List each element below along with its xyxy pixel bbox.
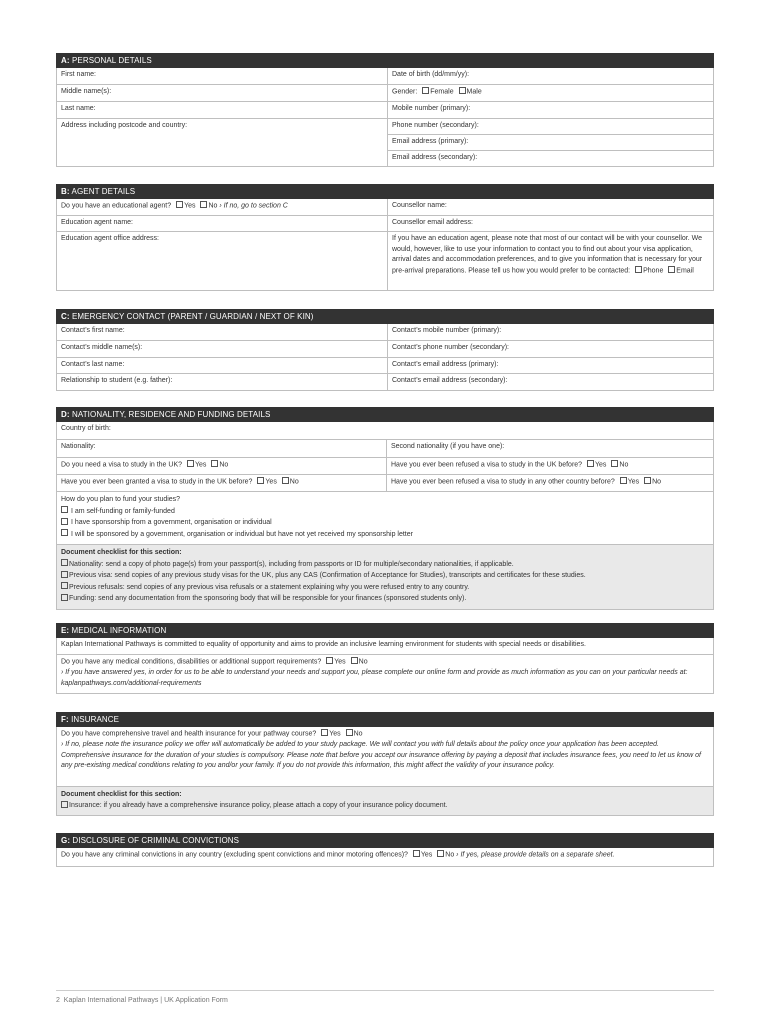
email-primary-field[interactable] xyxy=(388,135,713,151)
section-a-personal-details xyxy=(56,53,714,167)
checklist-item xyxy=(61,593,709,605)
section-letter: E: xyxy=(61,626,70,635)
checkbox-label: No xyxy=(445,851,455,859)
first-name-field[interactable] xyxy=(57,68,387,85)
page-footer xyxy=(56,990,714,1004)
section-title: PERSONAL DETAILS xyxy=(69,56,152,65)
medical-no-checkbox[interactable] xyxy=(351,657,358,664)
checklist-text: Previous refusals: send copies of any previous visa refusals or a statement explaining why you were refused entry to any country. xyxy=(69,583,470,591)
contact-email-secondary-field[interactable] xyxy=(388,374,713,390)
field-label: Contact’s email address (primary): xyxy=(392,361,499,368)
address-field[interactable] xyxy=(57,119,387,166)
checkbox-label: Yes xyxy=(595,461,607,469)
second-nationality-field[interactable] xyxy=(387,440,713,457)
checkbox-label: Female xyxy=(430,88,454,96)
checkbox-label: No xyxy=(219,461,229,469)
field-label: Contact’s email address (secondary): xyxy=(392,377,508,384)
medical-question xyxy=(57,655,713,693)
skip-note: › If no, go to section C xyxy=(217,202,288,210)
section-g-header xyxy=(56,833,714,848)
section-title: AGENT DETAILS xyxy=(69,187,136,196)
field-label: Date of birth (dd/mm/yy): xyxy=(392,71,470,78)
field-label: Relationship to student (e.g. father): xyxy=(61,377,173,384)
question-label: Do you have any criminal convictions in any country (excluding spent convictions and minor motoring offences)? xyxy=(61,851,408,859)
field-label: Country of birth: xyxy=(61,425,111,432)
field-label: Education agent office address: xyxy=(61,235,159,242)
section-letter: C: xyxy=(61,312,70,321)
checklist-text: Funding: send any documentation from the sponsoring body that will be responsible for your finances (sponsored students only). xyxy=(69,595,467,602)
checklist-checkbox[interactable] xyxy=(61,594,68,601)
question-label: Do you have an educational agent? xyxy=(61,202,172,210)
funding-question xyxy=(57,492,713,544)
field-label: Contact’s last name: xyxy=(61,361,125,368)
checklist-item xyxy=(61,570,709,582)
checkbox-label: I have sponsorship from a government, organisation or individual xyxy=(70,519,272,526)
refused-uk-yes-checkbox[interactable] xyxy=(587,460,594,467)
section-title: MEDICAL INFORMATION xyxy=(69,626,167,635)
checklist-text: Insurance: if you already have a comprehensive insurance policy, please attach a copy of your insurance policy document. xyxy=(69,802,448,809)
refused-other-question xyxy=(387,475,713,491)
middle-names-field[interactable] xyxy=(57,85,387,102)
section-f-header xyxy=(56,712,714,727)
field-label: Second nationality (if you have one): xyxy=(391,443,505,450)
dob-field[interactable] xyxy=(388,68,713,85)
checklist-item xyxy=(61,800,709,811)
nationality-field[interactable] xyxy=(57,440,387,457)
field-label: Email address (secondary): xyxy=(392,154,478,161)
last-name-field[interactable] xyxy=(57,102,387,119)
question-label: Do you have comprehensive travel and health insurance for your pathway course? xyxy=(61,730,317,738)
checkbox-label: Yes xyxy=(329,730,341,738)
contact-first-name-field[interactable] xyxy=(57,324,387,341)
medical-note: › If you have answered yes, in order for us to be able to understand your needs and support you, please complete our online form and provide as much information as you can on your particular needs at: kaplanpathways.com/additional-requirements xyxy=(61,669,688,687)
checklist-checkbox[interactable] xyxy=(61,559,68,566)
checkbox-label: Male xyxy=(466,88,482,96)
agent-yes-checkbox[interactable] xyxy=(176,201,183,208)
field-label: Contact’s phone number (secondary): xyxy=(392,344,509,351)
checkbox-label: Yes xyxy=(420,851,433,859)
checkbox-label: No xyxy=(208,202,218,210)
agent-info-text: If you have an education agent, please note that most of our contact will be with your counsellor. We would, however, like to use your information to contact you to find out about your visa application, arrival dates and accommodation preferences, and to give you information that is necessary for your pre-arrival preparations. Please tell us how you would prefer to be contacted: xyxy=(392,235,703,274)
footer-text: Kaplan International Pathways | UK Application Form xyxy=(63,997,228,1004)
section-d-header xyxy=(56,407,714,422)
checklist-checkbox[interactable] xyxy=(61,571,68,578)
fund-self-checkbox[interactable] xyxy=(61,506,68,513)
agent-question xyxy=(57,199,387,216)
fund-pending-checkbox[interactable] xyxy=(61,529,68,536)
section-f-insurance xyxy=(56,712,714,816)
question-label: Have you ever been granted a visa to study in the UK before? xyxy=(61,478,253,486)
section-a-header xyxy=(56,53,714,68)
phone-secondary-field[interactable] xyxy=(388,119,713,135)
section-letter: F: xyxy=(61,715,69,724)
contact-phone-field[interactable] xyxy=(388,341,713,358)
visa-yes-checkbox[interactable] xyxy=(187,460,194,467)
agent-contact-preference xyxy=(388,232,713,290)
question-label: Do you have any medical conditions, disabilities or additional support requirements? xyxy=(61,658,322,666)
question-label: Do you need a visa to study in the UK? xyxy=(61,461,183,469)
section-e-medical xyxy=(56,623,714,694)
field-label: Middle name(s): xyxy=(61,88,112,95)
relationship-field[interactable] xyxy=(57,374,387,390)
refused-uk-question xyxy=(387,458,713,474)
checkbox-label: Yes xyxy=(184,202,196,210)
counsellor-email-field[interactable] xyxy=(388,216,713,232)
mobile-field[interactable] xyxy=(388,102,713,119)
fund-option-1 xyxy=(61,506,709,518)
checkbox-label: No xyxy=(353,730,363,738)
fund-sponsor-checkbox[interactable] xyxy=(61,518,68,525)
section-title: NATIONALITY, RESIDENCE AND FUNDING DETAILS xyxy=(69,410,271,419)
refused-other-yes-checkbox[interactable] xyxy=(620,477,627,484)
checkbox-label: Yes xyxy=(627,478,640,486)
document-checklist-f xyxy=(57,787,713,815)
page-number: 2 xyxy=(56,997,60,1004)
criminal-question xyxy=(57,848,713,866)
checklist-item xyxy=(61,559,709,571)
field-label: Gender: xyxy=(392,88,418,96)
contact-phone-checkbox[interactable] xyxy=(635,266,642,273)
section-title: INSURANCE xyxy=(68,715,120,724)
section-c-emergency-contact xyxy=(56,309,714,391)
checkbox-label: No xyxy=(358,658,368,666)
section-letter: A: xyxy=(61,56,70,65)
question-label: Have you ever been refused a visa to study in the UK before? xyxy=(391,461,583,469)
agent-name-field[interactable] xyxy=(57,216,387,232)
section-letter: B: xyxy=(61,187,70,196)
section-g-criminal xyxy=(56,833,714,867)
fund-option-3 xyxy=(61,529,709,541)
section-c-header xyxy=(56,309,714,324)
checklist-title: Document checklist for this section: xyxy=(61,791,182,798)
email-secondary-field[interactable] xyxy=(388,151,713,166)
country-of-birth-field[interactable] xyxy=(57,422,713,439)
checklist-checkbox[interactable] xyxy=(61,582,68,589)
field-label: Address including postcode and country: xyxy=(61,122,188,129)
field-label: Contact’s mobile number (primary): xyxy=(392,327,502,334)
checklist-text: Previous visa: send copies of any previous study visas for the UK, plus any CAS (Confirmation of Acceptance for Studies), transcripts and certificates for these studies. xyxy=(69,572,586,579)
section-letter: D: xyxy=(61,410,70,419)
section-d-nationality xyxy=(56,407,714,610)
refused-uk-no-checkbox[interactable] xyxy=(611,460,618,467)
insurance-no-checkbox[interactable] xyxy=(346,729,353,736)
contact-last-name-field[interactable] xyxy=(57,358,387,374)
checkbox-label: Yes xyxy=(194,461,207,469)
granted-uk-question xyxy=(57,475,387,491)
field-label: Counsellor email address: xyxy=(392,219,473,226)
section-b-header xyxy=(56,184,714,199)
male-checkbox[interactable] xyxy=(459,87,466,94)
checkbox-label: Yes xyxy=(265,478,277,486)
field-label: Education agent name: xyxy=(61,219,133,226)
field-label: Nationality: xyxy=(61,443,96,450)
agent-no-checkbox[interactable] xyxy=(200,201,207,208)
checkbox-label: No xyxy=(652,478,662,486)
visa-needed-question xyxy=(57,458,387,474)
checkbox-label: No xyxy=(289,478,299,486)
question-label: How do you plan to fund your studies? xyxy=(61,496,181,503)
statement-text: Kaplan International Pathways is committed to equality of opportunity and aims to provide an inclusive learning environment for students with special needs or disabilities. xyxy=(61,641,586,648)
counsellor-name-field[interactable] xyxy=(388,199,713,216)
contact-email-checkbox[interactable] xyxy=(668,266,675,273)
refused-other-no-checkbox[interactable] xyxy=(644,477,651,484)
checklist-text: Nationality: send a copy of photo page(s) from your passport(s), including from passports or ID for multiple/secondary nationalities, if applicable. xyxy=(69,560,514,568)
granted-no-checkbox[interactable] xyxy=(282,477,289,484)
field-label: Last name: xyxy=(61,105,96,112)
field-label: Contact’s first name: xyxy=(61,327,125,334)
contact-email-primary-field[interactable] xyxy=(388,358,713,374)
field-label: First name: xyxy=(61,71,97,78)
checkbox-label: No xyxy=(619,461,629,469)
section-title: DISCLOSURE OF CRIMINAL CONVICTIONS xyxy=(70,836,240,845)
fund-option-2 xyxy=(61,517,709,529)
checkbox-label: I am self-funding or family-funded xyxy=(70,507,175,515)
checklist-item xyxy=(61,582,709,594)
granted-yes-checkbox[interactable] xyxy=(257,477,264,484)
section-b-agent-details xyxy=(56,184,714,291)
checkbox-label: Email xyxy=(676,267,694,274)
insurance-yes-checkbox[interactable] xyxy=(321,729,328,736)
checkbox-label: Yes xyxy=(334,658,346,666)
medical-statement xyxy=(57,638,713,654)
section-e-header xyxy=(56,623,714,638)
checklist-checkbox[interactable] xyxy=(61,801,68,808)
field-label: Mobile number (primary): xyxy=(392,105,471,112)
contact-middle-names-field[interactable] xyxy=(57,341,387,358)
field-label: Phone number (secondary): xyxy=(392,122,479,129)
insurance-question xyxy=(57,727,713,786)
document-checklist-d xyxy=(57,545,713,609)
section-letter: G: xyxy=(61,836,71,845)
insurance-note: › If no, please note the insurance policy we offer will automatically be added to your study package. We will contact you with full details about the policy once your application has been accepted. Comprehensive insurance for the duration of your studies is compulsory. Please note that before you accept our insurance offering by paying a deposit that includes insurance fees, you need to let us know of any pre-existing medical conditions relating to you and/or your family. If you do not provide this information, this might affect the validity of your insurance policy. xyxy=(61,741,701,769)
field-label: Contact’s middle name(s): xyxy=(61,344,143,351)
question-label: Have you ever been refused a visa to study in any other country before? xyxy=(391,478,615,486)
field-label: Email address (primary): xyxy=(392,138,469,145)
agent-address-field[interactable] xyxy=(57,232,387,290)
visa-no-checkbox[interactable] xyxy=(211,460,218,467)
field-label: Counsellor name: xyxy=(392,202,447,209)
female-checkbox[interactable] xyxy=(422,87,429,94)
criminal-yes-checkbox[interactable] xyxy=(413,850,420,857)
medical-yes-checkbox[interactable] xyxy=(326,657,333,664)
section-title: EMERGENCY CONTACT (PARENT / GUARDIAN / NEXT OF KIN) xyxy=(69,312,314,321)
criminal-no-checkbox[interactable] xyxy=(437,850,444,857)
checkbox-label: Phone xyxy=(643,267,664,274)
checkbox-label: I will be sponsored by a government, organisation or individual but have not yet received my sponsorship letter xyxy=(70,530,413,538)
checklist-title: Document checklist for this section: xyxy=(61,549,182,556)
criminal-note: › If yes, please provide details on a separate sheet. xyxy=(454,851,615,859)
gender-field xyxy=(388,85,713,102)
contact-mobile-field[interactable] xyxy=(388,324,713,341)
